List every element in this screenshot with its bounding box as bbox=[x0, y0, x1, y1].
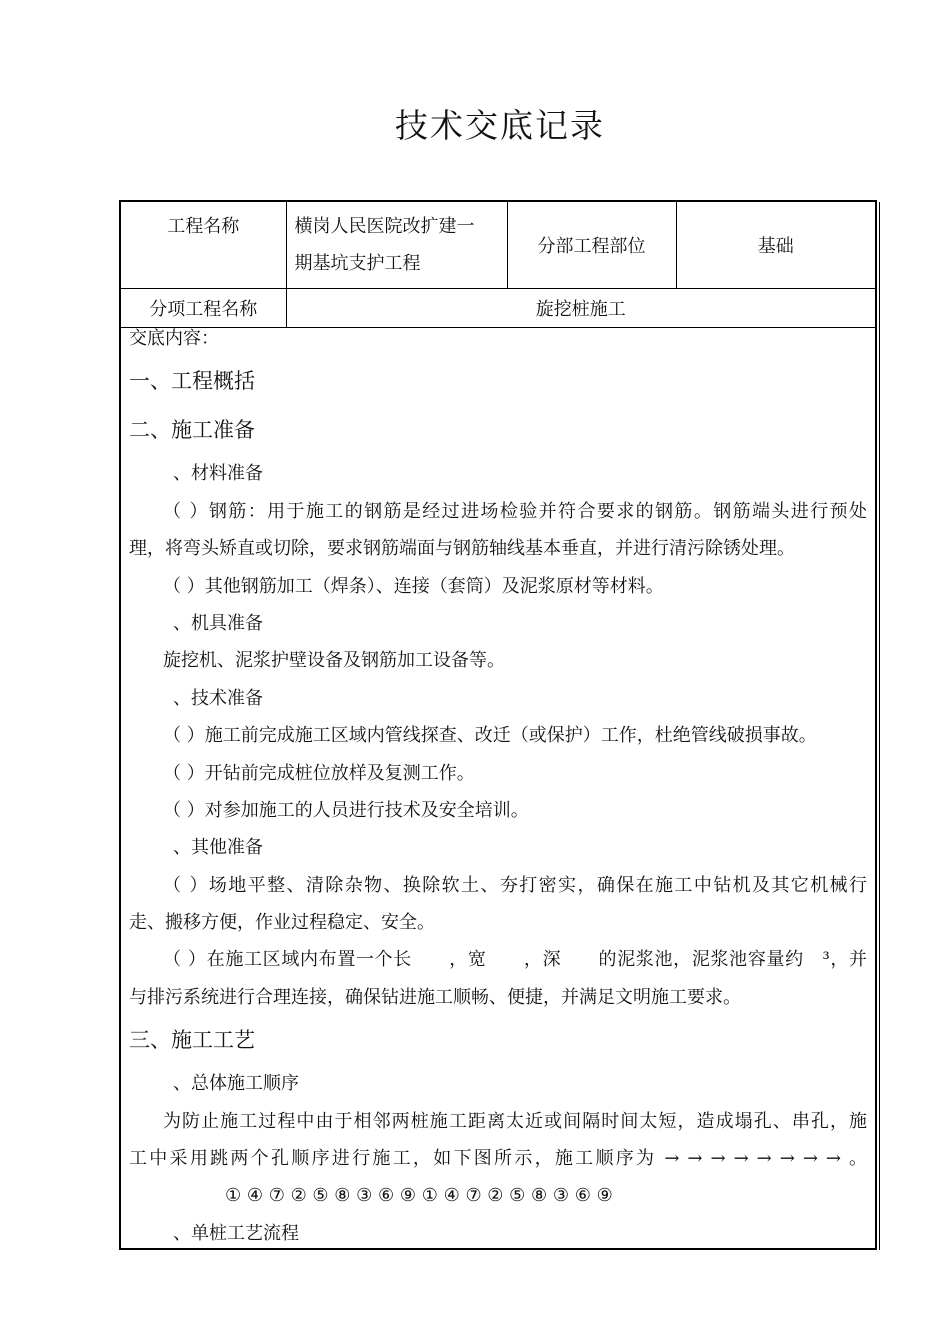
project-name-label: 工程名称 bbox=[121, 202, 286, 289]
record-form bbox=[119, 200, 877, 1250]
section-heading: 一、工程概括 bbox=[129, 369, 255, 394]
header-table bbox=[121, 202, 875, 328]
paragraph-line: 走、搬移方便，作业过程稳定、安全。 bbox=[129, 912, 435, 934]
subsection-heading: 、其他准备 bbox=[173, 837, 263, 859]
subsection-heading: 、技术准备 bbox=[173, 687, 263, 709]
construction-sequence: ① ④ ⑦ ② ⑤ ⑧ ③ ⑥ ⑨ ① ④ ⑦ ② ⑤ ⑧ ③ ⑥ ⑨ bbox=[225, 1185, 613, 1207]
paragraph-line: 旋挖机、泥浆护壁设备及钢筋加工设备等。 bbox=[163, 650, 505, 672]
subsection-heading: 、总体施工顺序 bbox=[173, 1073, 299, 1095]
paragraph-line: （ ）对参加施工的人员进行技术及安全培训。 bbox=[163, 799, 529, 821]
division-value: 基础 bbox=[676, 202, 875, 289]
paragraph-line: （ ）其他钢筋加工（焊条）、连接（套筒）及泥浆原材等材料。 bbox=[163, 575, 664, 597]
paragraph-line: （ ）开钻前完成桩位放样及复测工作。 bbox=[163, 762, 475, 784]
document-title: 技术交底记录 bbox=[395, 106, 605, 145]
content-label: 交底内容： bbox=[129, 328, 219, 349]
paragraph-line: 与排污系统进行合理连接，确保钻进施工顺畅、便捷，并满足文明施工要求。 bbox=[129, 986, 741, 1008]
paragraph-line: 为防止施工过程中由于相邻两桩施工距离太近或间隔时间太短，造成塌孔、串孔，施 bbox=[163, 1110, 867, 1132]
division-label: 分部工程部位 bbox=[507, 202, 676, 289]
project-name-value: 横岗人民医院改扩建一 期基坑支护工程 bbox=[286, 202, 507, 289]
paragraph-line: （ ）施工前完成施工区域内管线探查、改迁（或保护）工作，杜绝管线破损事故。 bbox=[163, 725, 817, 747]
subsection-heading: 、机具准备 bbox=[173, 612, 263, 634]
section-heading: 二、施工准备 bbox=[129, 418, 255, 443]
item-name-value: 旋挖桩施工 bbox=[286, 289, 875, 328]
paragraph-line: （ ）场地平整、清除杂物、换除软土、夯打密实，确保在施工中钻机及其它机械行 bbox=[163, 874, 867, 896]
paragraph-line: （ ）在施工区域内布置一个长 ，宽 ，深 的泥浆池，泥浆池容量约 ³，并 bbox=[163, 949, 867, 971]
paragraph-line: （ ）钢筋：用于施工的钢筋是经过进场检验并符合要求的钢筋。钢筋端头进行预处 bbox=[163, 500, 867, 522]
item-name-label: 分项工程名称 bbox=[121, 289, 286, 328]
subsection-heading: 、单桩工艺流程 bbox=[173, 1222, 299, 1244]
content-body bbox=[121, 320, 875, 1252]
paragraph-line: 工中采用跳两个孔顺序进行施工，如下图所示，施工顺序为 → → → → → → → → 。 bbox=[129, 1148, 867, 1170]
paragraph-line: 理，将弯头矫直或切除，要求钢筋端面与钢筋轴线基本垂直，并进行清污除锈处理。 bbox=[129, 538, 795, 560]
section-heading: 三、施工工艺 bbox=[129, 1028, 255, 1053]
subsection-heading: 、材料准备 bbox=[173, 463, 263, 485]
